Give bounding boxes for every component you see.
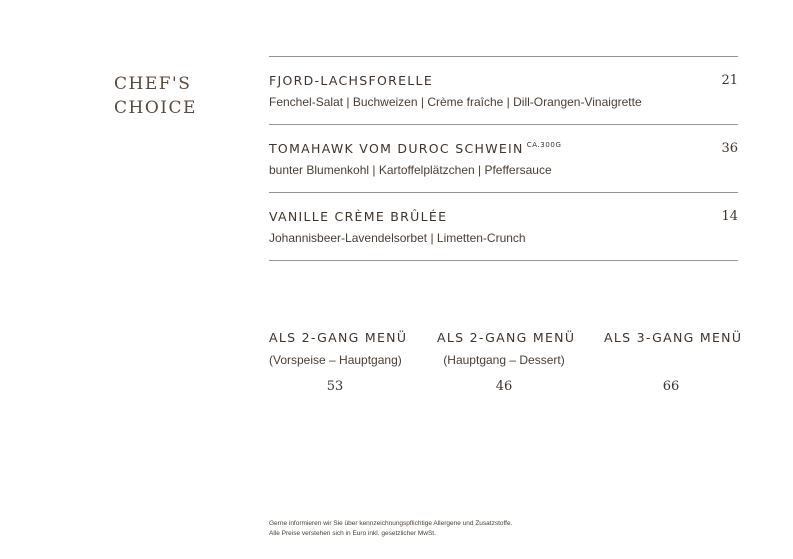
footnote-line-2: Alle Preise verstehen sich in Euro inkl. gesetzlicher MwSt. [269, 530, 436, 537]
legal-footnote [269, 519, 512, 539]
set-menu-price: 53 [326, 379, 344, 394]
set-menu [269, 330, 408, 394]
section-title-line-2: CHOICE [114, 98, 197, 118]
menu-item-price: 21 [721, 73, 738, 88]
menu-item-description: Fenchel-Salat | Buchweizen | Crème fraîche | Dill-Orangen-Vinaigrette [269, 95, 642, 109]
set-menu [604, 330, 743, 394]
section-title [114, 72, 197, 120]
menu-item-note: CA.300G [526, 141, 562, 149]
menu-item-description: Johannisbeer-Lavendelsorbet | Limetten-Crunch [269, 231, 526, 245]
set-menu-price: 66 [662, 379, 680, 394]
set-menu-subtitle: (Hauptgang – Dessert) [443, 353, 565, 367]
menu-item-price: 36 [721, 141, 738, 156]
menu-item-name: TOMAHAWK VOM DUROC SCHWEIN $^{CA.300G}$ [269, 141, 562, 156]
menu-item-description: bunter Blumenkohl | Kartoffelplätzchen | Pfeffersauce [269, 163, 552, 177]
menu-item [269, 193, 738, 261]
menu-item [269, 125, 738, 193]
set-menu-subtitle [604, 353, 738, 367]
set-menu-options [269, 330, 743, 400]
menu-item-name: VANILLE CRÈME BRÛLÉE [269, 209, 448, 224]
menu-item-name: FJORD-LACHSFORELLE [269, 73, 434, 88]
set-menu [437, 330, 576, 394]
set-menu-price: 46 [495, 379, 513, 394]
footnote-line-1: Gerne informieren wir Sie über kennzeichnungspflichtige Allergene und Zusatzstoffe. [269, 520, 513, 527]
set-menu-title: ALS 2-GANG MENÜ [437, 330, 576, 345]
menu-list [269, 56, 738, 261]
menu-item [269, 57, 738, 125]
set-menu-subtitle: (Vorspeise – Hauptgang) [269, 353, 402, 367]
set-menu-title: ALS 3-GANG MENÜ [604, 330, 743, 345]
menu-item-price: 14 [721, 209, 738, 224]
section-title-line-1: CHEF'S [114, 74, 192, 94]
set-menu-title: ALS 2-GANG MENÜ [269, 330, 408, 345]
